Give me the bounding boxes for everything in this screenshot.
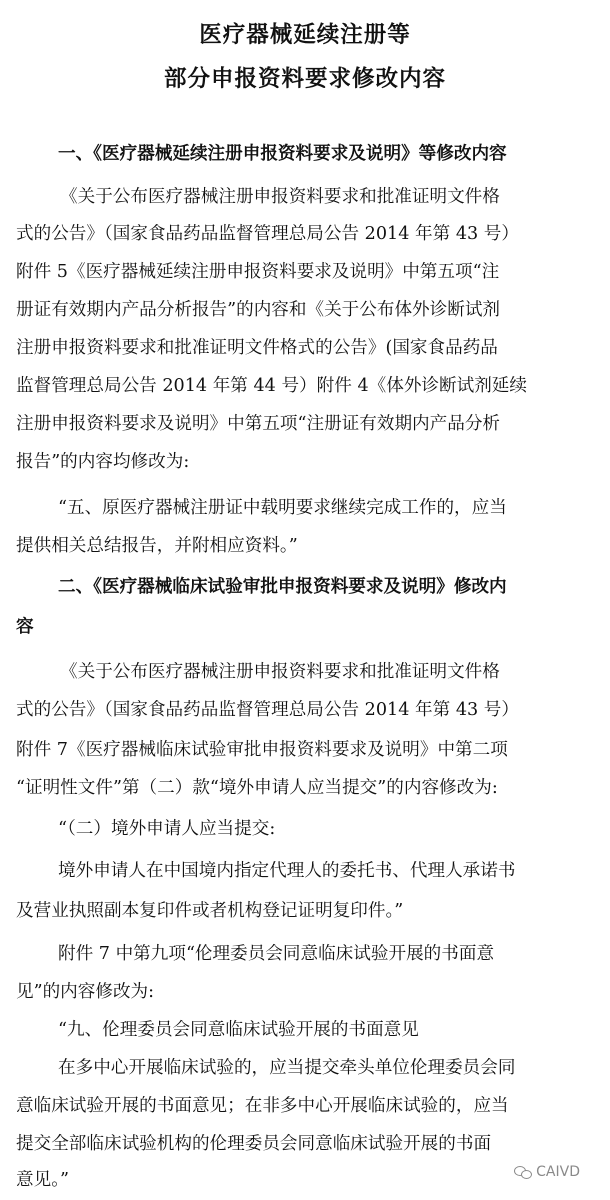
section-2-quote9-line: 在多中心开展临床试验的，应当提交牵头单位伦理委员会同 (58, 1058, 516, 1078)
section-1-line: 式的公告》（国家食品药品监督管理总局公告 2014 年第 43 号） (16, 224, 519, 244)
section-2-quote-line: 及营业执照副本复印件或者机构登记证明复印件。” (16, 901, 404, 921)
section-2-quote9-title: “九、伦理委员会同意临床试验开展的书面意见 (58, 1020, 419, 1040)
section-1-line: 监督管理总局公告 2014 年第 44 号）附件 4《体外诊断试剂延续 (16, 376, 527, 396)
wechat-icon (514, 1165, 532, 1179)
section-2-line: 式的公告》（国家食品药品监督管理总局公告 2014 年第 43 号） (16, 700, 519, 720)
section-1-line: 注册申报资料要求和批准证明文件格式的公告》(国家食品药品 (16, 338, 498, 358)
section-2-heading: 二、《医疗器械临床试验审批申报资料要求及说明》修改内 (58, 577, 507, 597)
section-2-quote9-line: 意临床试验开展的书面意见；在非多中心开展临床试验的，应当 (16, 1096, 509, 1116)
section-2-line: “证明性文件”第（二）款“境外申请人应当提交”的内容修改为: (16, 778, 498, 798)
section-2-quote9-line: 意见。” (16, 1170, 69, 1190)
section-2-line: 《关于公布医疗器械注册申报资料要求和批准证明文件格 (60, 662, 500, 682)
document-title-line-1: 医疗器械延续注册等 (199, 22, 411, 48)
section-1-quote-line: “五、原医疗器械注册证中载明要求继续完成工作的，应当 (58, 498, 507, 518)
section-2-quote9-line: 提交全部临床试验机构的伦理委员会同意临床试验开展的书面 (16, 1134, 492, 1154)
section-2-item9-line: 见”的内容修改为: (16, 982, 155, 1002)
section-2-heading-continued: 容 (16, 617, 34, 637)
section-1-quote-line: 提供相关总结报告，并附相应资料。” (16, 536, 298, 556)
section-1-line: 报告”的内容均修改为: (16, 452, 190, 472)
document-title-line-2: 部分申报资料要求修改内容 (163, 66, 446, 92)
section-1-line: 附件 5《医疗器械延续注册申报资料要求及说明》中第五项“注 (16, 262, 500, 282)
section-1-line: 册证有效期内产品分析报告”的内容和《关于公布体外诊断试剂 (16, 300, 501, 320)
section-1-line: 《关于公布医疗器械注册申报资料要求和批准证明文件格 (60, 187, 500, 207)
section-2-quote-heading: “（二）境外申请人应当提交: (58, 819, 276, 839)
section-1-heading: 一、《医疗器械延续注册申报资料要求及说明》等修改内容 (58, 144, 507, 164)
section-2-item9-line: 附件 7 中第九项“伦理委员会同意临床试验开展的书面意 (58, 944, 495, 964)
section-1-line: 注册申报资料要求及说明》中第五项“注册证有效期内产品分析 (16, 414, 501, 434)
watermark-label: CAIVD (536, 1164, 580, 1180)
section-2-quote-line: 境外申请人在中国境内指定代理人的委托书、代理人承诺书 (58, 861, 516, 881)
watermark (514, 1164, 580, 1180)
section-2-line: 附件 7《医疗器械临床试验审批申报资料要求及说明》中第二项 (16, 740, 508, 760)
